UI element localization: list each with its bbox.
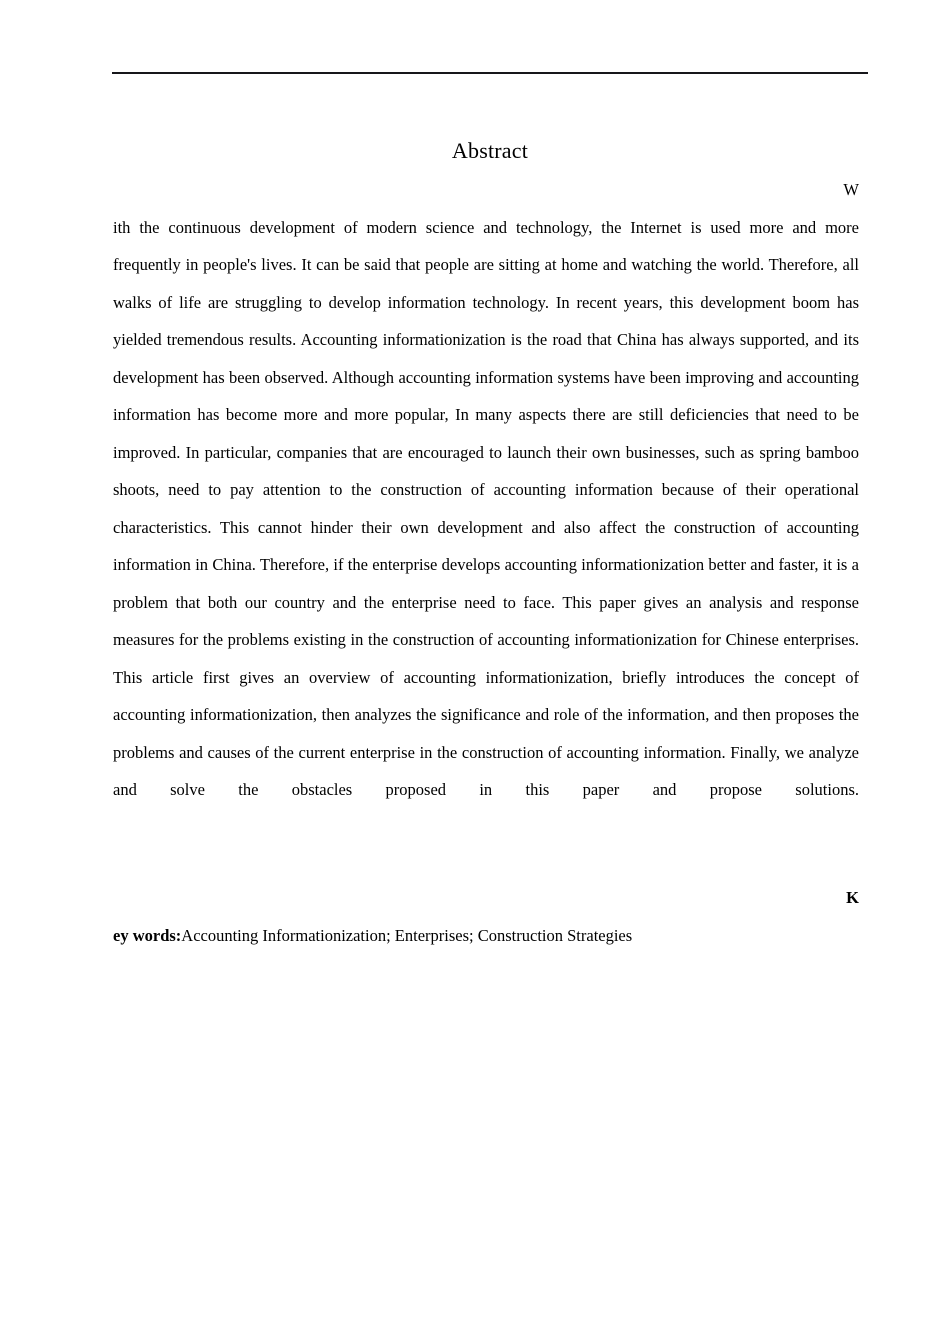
header-rule	[112, 72, 868, 74]
keywords-orphan-initial: K	[846, 888, 859, 907]
abstract-orphan-initial: W	[843, 180, 859, 199]
keywords-values: Accounting Informationization; Enterprises; Construction Strategies	[181, 925, 633, 945]
page-title: Abstract	[451, 137, 529, 163]
keywords-label: ey words:	[113, 925, 182, 945]
keywords-section	[113, 879, 859, 954]
abstract-body-text: ith the continuous development of modern science and technology, the Internet is used more and more frequently in people's lives. It can be said that people are sitting at home and watching the world. Therefore, all walks of life are struggling to develop information technology. In recent years, this development boom has yielded tremendous results. Accounting informationization is the road that China has always supported, and its development has been observed. Although accounting information systems have been improving and accounting information has become more and more popular, In many aspects there are still deficiencies that need to be improved. In particular, companies that are encouraged to launch their own businesses, such as spring bamboo shoots, need to pay attention to the construction of accounting information because of their operational characteristics. This cannot hinder their own development and also affect the construction of accounting information in China. Therefore, if the enterprise develops accounting informationization better and faster, it is a problem that both our country and the enterprise need to face. This paper gives an analysis and response measures for the problems existing in the construction of accounting informationization for Chinese enterprises. This article first gives an overview of accounting informationization, briefly introduces the concept of accounting informationization, then analyzes the significance and role of the information, and then proposes the problems and causes of the current enterprise in the construction of accounting information. Finally, we analyze and solve the obstacles proposed in this paper and propose solutions.	[113, 217, 859, 799]
keywords-line	[113, 917, 859, 955]
abstract-section	[113, 171, 859, 846]
